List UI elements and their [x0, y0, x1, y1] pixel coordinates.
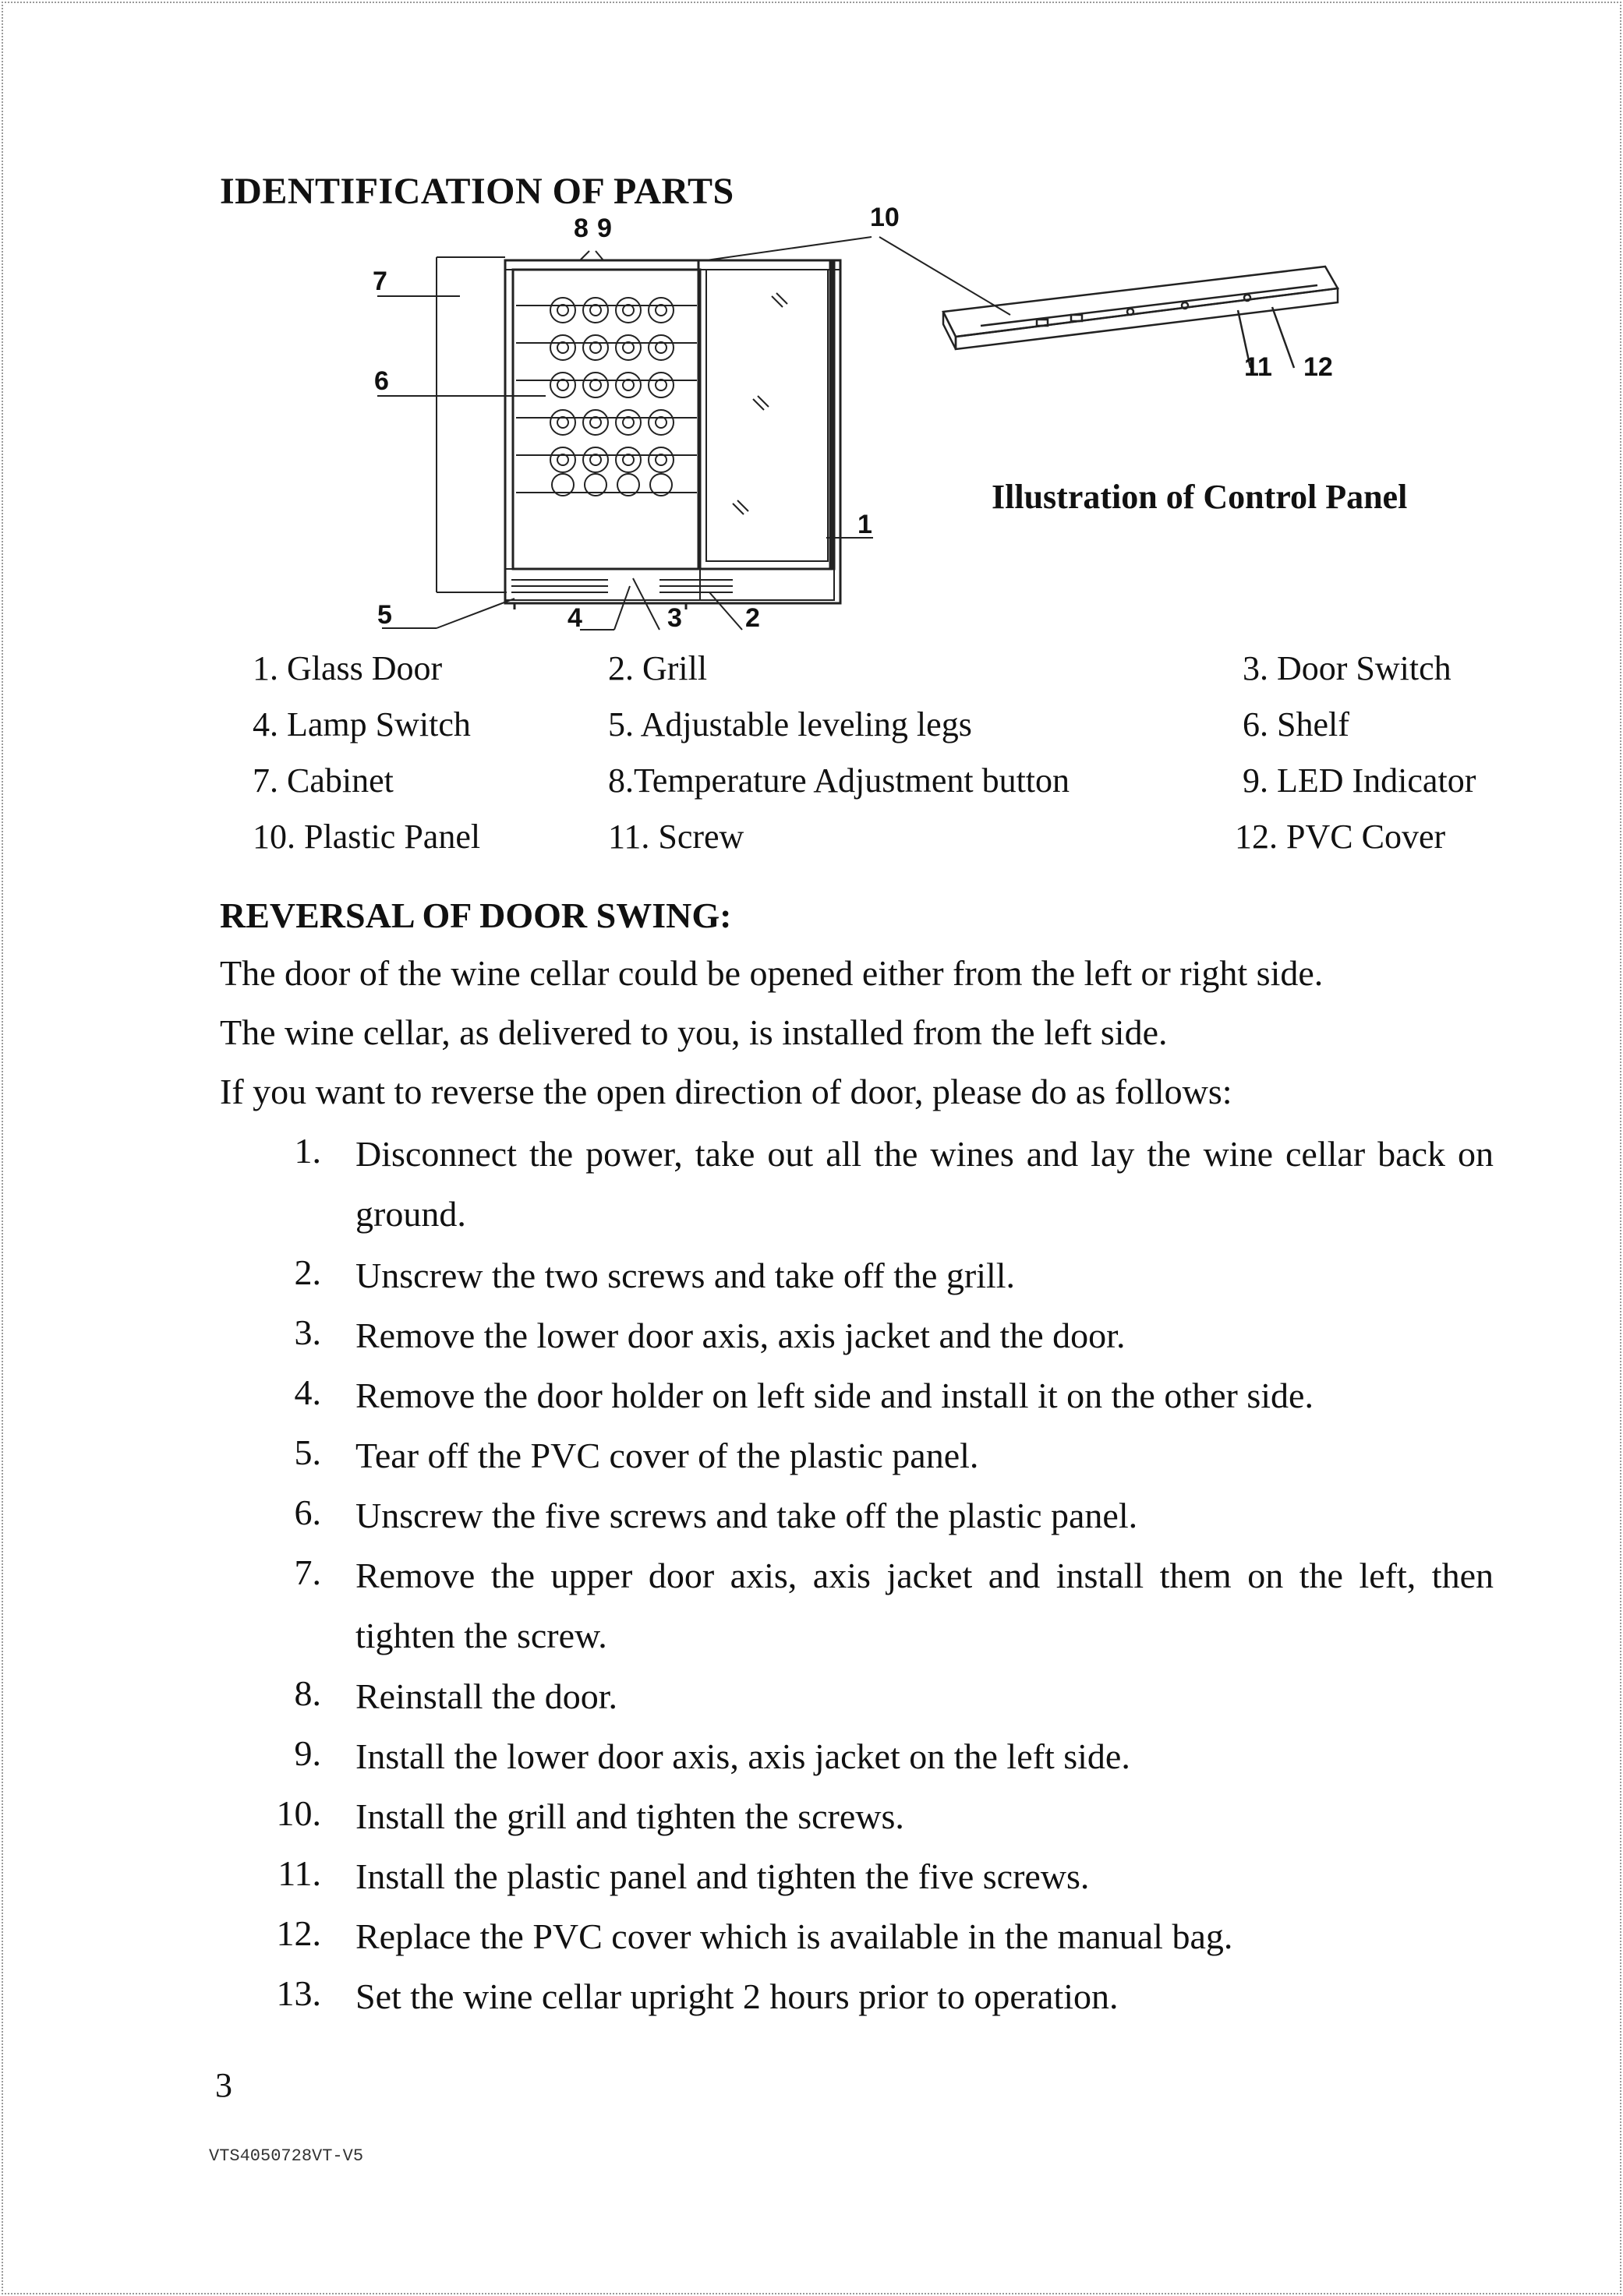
- part-item: 12. PVC Cover: [1235, 818, 1446, 856]
- step-text: Set the wine cellar upright 2 hours prior to operation.: [355, 1976, 1119, 2016]
- callout-8: 8: [574, 214, 589, 243]
- page-title: IDENTIFICATION OF PARTS: [220, 171, 734, 212]
- bottle-rows: [550, 298, 674, 496]
- step-text: Install the plastic panel and tighten the five screws.: [355, 1856, 1090, 1896]
- step-number: 8.: [294, 1673, 321, 1713]
- step-text: Replace the PVC cover which is available in the manual bag.: [355, 1916, 1233, 1956]
- intro-paragraph: The door of the wine cellar could be opened either from the left or right side.: [220, 953, 1324, 993]
- section-heading: REVERSAL OF DOOR SWING:: [220, 895, 732, 935]
- page-number: 3: [215, 2066, 232, 2104]
- step-number: 1.: [294, 1131, 321, 1171]
- callout-4: 4: [568, 603, 582, 633]
- callout-5: 5: [377, 600, 392, 630]
- step-number: 12.: [276, 1913, 321, 1953]
- step-number: 10.: [276, 1793, 321, 1833]
- step-text: Install the lower door axis, axis jacket on the left side.: [355, 1736, 1130, 1776]
- callout-11: 11: [1244, 352, 1272, 382]
- part-item: 9. LED Indicator: [1243, 761, 1476, 800]
- step-text: Disconnect the power, take out all the wines and lay the wine cellar back on ground.: [355, 1134, 1494, 1234]
- part-item: 2. Grill: [608, 649, 708, 687]
- step-text: Remove the door holder on left side and install it on the other side.: [355, 1376, 1314, 1415]
- step-number: 5.: [294, 1432, 321, 1472]
- callout-10: 10: [870, 203, 900, 232]
- step-text: Reinstall the door.: [355, 1676, 618, 1716]
- step-text: Tear off the PVC cover of the plastic panel.: [355, 1436, 979, 1475]
- step-text: Install the grill and tighten the screws.: [355, 1796, 904, 1836]
- step-text: Remove the lower door axis, axis jacket and the door.: [355, 1316, 1126, 1355]
- callout-9: 9: [597, 214, 612, 243]
- part-item: 11. Screw: [608, 818, 744, 856]
- step-number: 2.: [294, 1252, 321, 1292]
- callout-7: 7: [373, 267, 387, 296]
- intro-paragraph: The wine cellar, as delivered to you, is installed from the left side.: [220, 1012, 1168, 1052]
- step-number: 6.: [294, 1492, 321, 1532]
- part-item: 5. Adjustable leveling legs: [608, 705, 972, 744]
- control-panel-illustration: [943, 267, 1338, 368]
- control-panel-caption: Illustration of Control Panel: [992, 478, 1408, 516]
- step-text: Unscrew the five screws and take off the plastic panel.: [355, 1496, 1138, 1535]
- step-number: 11.: [278, 1853, 321, 1893]
- step-number: 9.: [294, 1733, 321, 1773]
- part-item: 7. Cabinet: [253, 761, 394, 800]
- step-text: Unscrew the two screws and take off the grill.: [355, 1256, 1016, 1295]
- step-number: 7.: [294, 1552, 321, 1592]
- callout-2: 2: [745, 603, 760, 633]
- document-code: VTS4050728VT-V5: [209, 2146, 364, 2166]
- step-number: 4.: [294, 1372, 321, 1412]
- part-item: 4. Lamp Switch: [253, 705, 471, 744]
- part-item: 8.Temperature Adjustment button: [608, 761, 1070, 800]
- intro-paragraph: If you want to reverse the open direction of door, please do as follows:: [220, 1072, 1232, 1111]
- callout-3: 3: [667, 603, 682, 633]
- step-number: 13.: [276, 1973, 321, 2013]
- part-item: 10. Plastic Panel: [253, 818, 481, 856]
- glass-door: [698, 260, 834, 569]
- part-item: 6. Shelf: [1243, 705, 1349, 744]
- callout-1: 1: [857, 510, 872, 539]
- callout-12: 12: [1303, 352, 1333, 382]
- part-item: 3. Door Switch: [1243, 649, 1452, 687]
- wine-cellar-diagram: [0, 0, 1623, 670]
- step-number: 3.: [294, 1312, 321, 1352]
- step-text: Remove the upper door axis, axis jacket and install them on the left, then tighten the screw.: [355, 1556, 1494, 1655]
- callout-6: 6: [374, 366, 389, 396]
- part-item: 1. Glass Door: [253, 649, 443, 687]
